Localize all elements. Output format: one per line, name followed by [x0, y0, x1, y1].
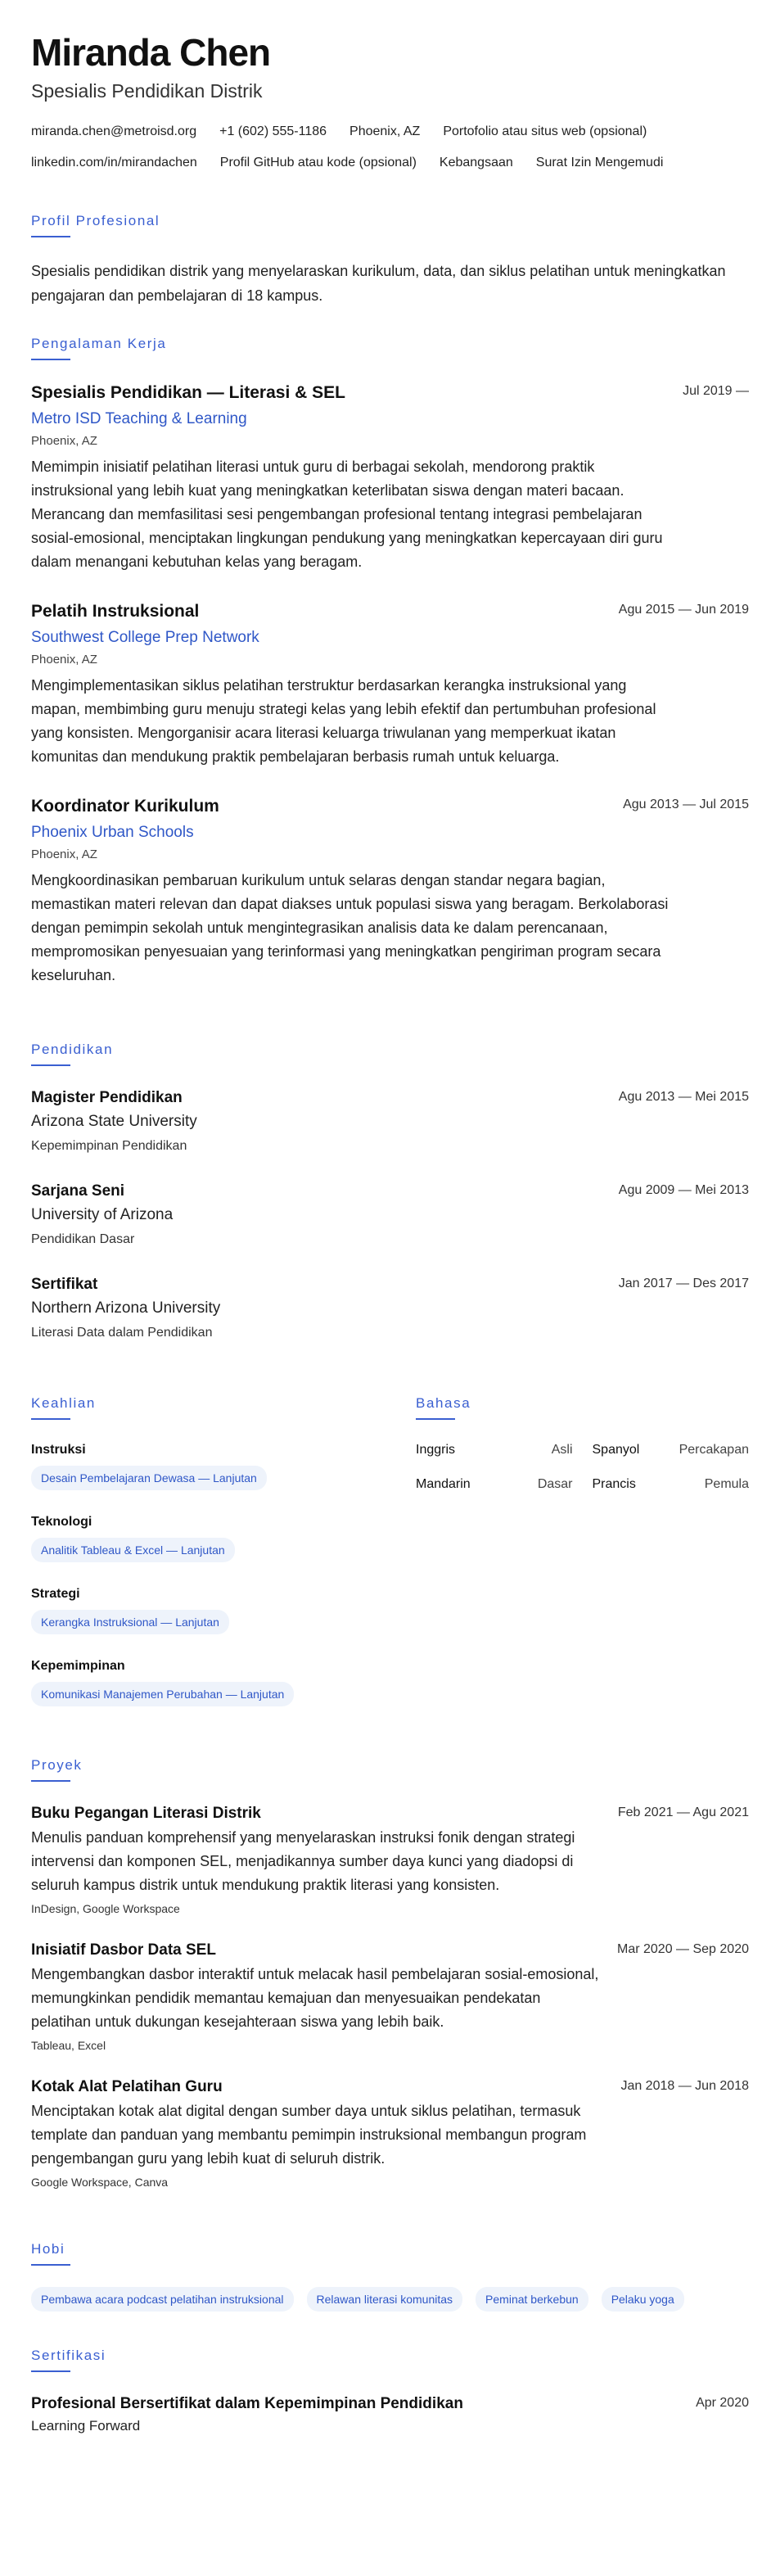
skill-tag: Kerangka Instruksional — Lanjutan — [31, 1610, 229, 1634]
skill-category: Teknologi — [31, 1515, 92, 1529]
project-date: Mar 2020 — Sep 2020 — [617, 1942, 749, 1956]
education-field: Literasi Data dalam Pendidikan — [31, 1326, 213, 1340]
education-field: Kepemimpinan Pendidikan — [31, 1139, 187, 1153]
skills-section — [31, 1367, 416, 1729]
profile-section — [31, 185, 749, 308]
skill-category: Instruksi — [31, 1443, 86, 1457]
project-item — [31, 1940, 749, 2054]
job-organization[interactable]: Metro ISD Teaching & Learning — [31, 410, 247, 427]
project-item — [31, 2077, 749, 2190]
skill-category: Strategi — [31, 1587, 80, 1601]
job-date: Agu 2015 — Jun 2019 — [618, 603, 749, 617]
skill-group — [31, 1657, 416, 1706]
job-description: Mengkoordinasikan pembaruan kurikulum untuk selaras dengan standar negara bagian, memastikan materi relevan dan dapat diakses untuk populasi siswa yang beragam. Berkolaborasi dengan pemimpin sekolah untuk mengintegrasikan analisis data ke dalam perencanaan, mempromosikan penyesuaian yang terinformasi yang meningkatkan pengiriman program secara keseluruhan. — [31, 872, 669, 983]
language-level: Pemula — [704, 1477, 749, 1491]
contact-list — [31, 123, 749, 185]
candidate-title: Spesialis Pendidikan Distrik — [31, 80, 263, 102]
contact-portfolio[interactable]: Portofolio atau situs web (opsional) — [443, 124, 647, 138]
certification-title: Profesional Bersertifikat dalam Kepemimpinan Pendidikan — [31, 2395, 463, 2412]
language-level: Dasar — [537, 1477, 573, 1491]
education-section — [31, 1014, 749, 1343]
contact-nationality: Kebangsaan — [439, 156, 513, 169]
job-title: Spesialis Pendidikan — Literasi & SEL — [31, 383, 345, 402]
project-date: Jan 2018 — Jun 2018 — [620, 2079, 749, 2093]
project-title: Kotak Alat Pelatihan Guru — [31, 2078, 223, 2095]
education-degree: Sertifikat — [31, 1276, 98, 1293]
language-item — [593, 1476, 750, 1494]
education-field: Pendidikan Dasar — [31, 1232, 135, 1246]
education-degree: Sarjana Seni — [31, 1182, 125, 1200]
skill-group — [31, 1513, 416, 1562]
project-description: Menulis panduan komprehensif yang menyelaraskan instruksi fonik dengan strategi intervensi dan komponen SEL, menjadikannya sumber daya kunci yang diadopsi di seluruh kampus distrik untuk mendukung praktik literasi yang konsisten. — [31, 1829, 575, 1893]
language-item — [593, 1441, 750, 1459]
section-title-experience: Pengalaman Kerja — [31, 336, 166, 360]
skill-category: Kepemimpinan — [31, 1659, 125, 1673]
skill-group — [31, 1585, 416, 1634]
project-title: Buku Pegangan Literasi Distrik — [31, 1805, 261, 1822]
job-organization[interactable]: Phoenix Urban Schools — [31, 824, 194, 841]
project-tools: Tableau, Excel — [31, 2039, 106, 2052]
skill-tag: Analitik Tableau & Excel — Lanjutan — [31, 1538, 235, 1562]
section-title-profile: Profil Profesional — [31, 213, 160, 237]
languages-section — [416, 1367, 749, 1729]
education-date: Agu 2013 — Mei 2015 — [618, 1090, 749, 1104]
education-item — [31, 1181, 749, 1250]
section-title-languages: Bahasa — [416, 1395, 471, 1420]
contact-email[interactable]: miranda.chen@metroisd.org — [31, 124, 197, 138]
resume-header — [31, 31, 749, 185]
job-date: Agu 2013 — Jul 2015 — [623, 798, 749, 811]
job-location: Phoenix, AZ — [31, 434, 97, 448]
language-name: Mandarin — [416, 1477, 471, 1491]
experience-item — [31, 795, 749, 987]
language-level: Asli — [551, 1443, 573, 1457]
contact-driving-license: Surat Izin Mengemudi — [535, 156, 664, 169]
hobby-tag: Pelaku yoga — [602, 2287, 684, 2312]
education-item — [31, 1274, 749, 1343]
job-location: Phoenix, AZ — [31, 847, 97, 861]
job-location: Phoenix, AZ — [31, 653, 97, 667]
skill-group — [31, 1441, 416, 1490]
project-tools: InDesign, Google Workspace — [31, 1902, 180, 1915]
section-title-certifications: Sertifikasi — [31, 2348, 106, 2372]
certification-issuer: Learning Forward — [31, 2418, 141, 2434]
contact-github[interactable]: Profil GitHub atau kode (opsional) — [219, 156, 417, 169]
job-date: Jul 2019 — — [683, 384, 749, 398]
language-name: Spanyol — [592, 1443, 640, 1457]
contact-linkedin[interactable]: linkedin.com/in/mirandachen — [31, 156, 197, 169]
education-school: Arizona State University — [31, 1113, 197, 1130]
experience-section — [31, 308, 749, 987]
project-date: Feb 2021 — Agu 2021 — [617, 1805, 749, 1819]
job-description: Memimpin inisiatif pelatihan literasi untuk guru di berbagai sekolah, mendorong praktik instruksional yang lebih kuat yang meningkatkan keterlibatan siswa dengan materi bacaan. Merancang dan memfasilitasi sesi pengembangan profesional tentang integrasi pembelajaran sosial-emosional, menciptakan lingkungan pendukung yang meningkatkan kepercayaan diri guru dalam menangani kebutuhan kelas yang beragam. — [31, 459, 663, 570]
education-date: Agu 2009 — Mei 2013 — [618, 1183, 749, 1197]
candidate-name: Miranda Chen — [31, 31, 271, 74]
project-description: Menciptakan kotak alat digital dengan sumber daya untuk siklus pelatihan, termasuk template dan panduan yang membantu pemimpin instruksional membangun program pengembangan guru yang lebih kuat di seluruh distrik. — [31, 2103, 587, 2167]
hobby-tag: Peminat berkebun — [476, 2287, 588, 2312]
education-date: Jan 2017 — Des 2017 — [618, 1277, 749, 1290]
experience-item — [31, 382, 749, 574]
section-title-skills: Keahlian — [31, 1395, 96, 1420]
certifications-section — [31, 2320, 749, 2436]
skills-languages-row — [31, 1367, 749, 1729]
language-level: Percakapan — [679, 1443, 749, 1457]
project-title: Inisiatif Dasbor Data SEL — [31, 1941, 216, 1959]
profile-summary: Spesialis pendidikan distrik yang menyelaraskan kurikulum, data, dan siklus pelatihan untuk meningkatkan pengajaran dan pembelajaran di 18 kampus. — [31, 263, 726, 304]
education-degree: Magister Pendidikan — [31, 1089, 183, 1106]
language-item — [416, 1441, 573, 1459]
language-name: Prancis — [592, 1477, 636, 1491]
hobby-tag: Relawan literasi komunitas — [307, 2287, 463, 2312]
hobby-tag: Pembawa acara podcast pelatihan instruksional — [31, 2287, 294, 2312]
education-school: University of Arizona — [31, 1206, 174, 1223]
experience-item — [31, 600, 749, 769]
job-organization[interactable]: Southwest College Prep Network — [31, 629, 259, 646]
skill-tag: Komunikasi Manajemen Perubahan — Lanjutan — [31, 1682, 294, 1706]
contact-phone[interactable]: +1 (602) 555-1186 — [219, 124, 327, 138]
language-item — [416, 1476, 573, 1494]
hobbies-section — [31, 2213, 749, 2320]
education-item — [31, 1087, 749, 1156]
certification-date: Apr 2020 — [696, 2396, 749, 2410]
contact-location: Phoenix, AZ — [349, 124, 421, 138]
project-description: Mengembangkan dasbor interaktif untuk melacak hasil pembelajaran sosial-emosional, memungkinkan pendidik memantau kemajuan dan menyesuaikan pendekatan pelatihan untuk dukungan kesejahteraan siswa yang lebih baik. — [31, 1966, 599, 2030]
section-title-education: Pendidikan — [31, 1042, 113, 1066]
job-description: Mengimplementasikan siklus pelatihan terstruktur berdasarkan kerangka instruksional yang mapan, membimbing guru menuju strategi kelas yang lebih efektif dan pertumbuhan profesional yang konsisten. Mengorganisir acara literasi keluarga triwulanan yang memperkuat ikatan komunitas dan mendukung praktik pembelajaran berbasis rumah untuk keluarga. — [31, 677, 656, 765]
skill-tag: Desain Pembelajaran Dewasa — Lanjutan — [31, 1466, 267, 1490]
education-school: Northern Arizona University — [31, 1299, 221, 1317]
job-title: Pelatih Instruksional — [31, 602, 200, 621]
job-title: Koordinator Kurikulum — [31, 797, 219, 816]
project-item — [31, 1803, 749, 1917]
projects-section — [31, 1729, 749, 2190]
project-tools: Google Workspace, Canva — [31, 2176, 169, 2189]
language-name: Inggris — [416, 1443, 456, 1457]
certification-item — [31, 2393, 749, 2436]
section-title-projects: Proyek — [31, 1757, 83, 1782]
section-title-hobbies: Hobi — [31, 2241, 65, 2266]
